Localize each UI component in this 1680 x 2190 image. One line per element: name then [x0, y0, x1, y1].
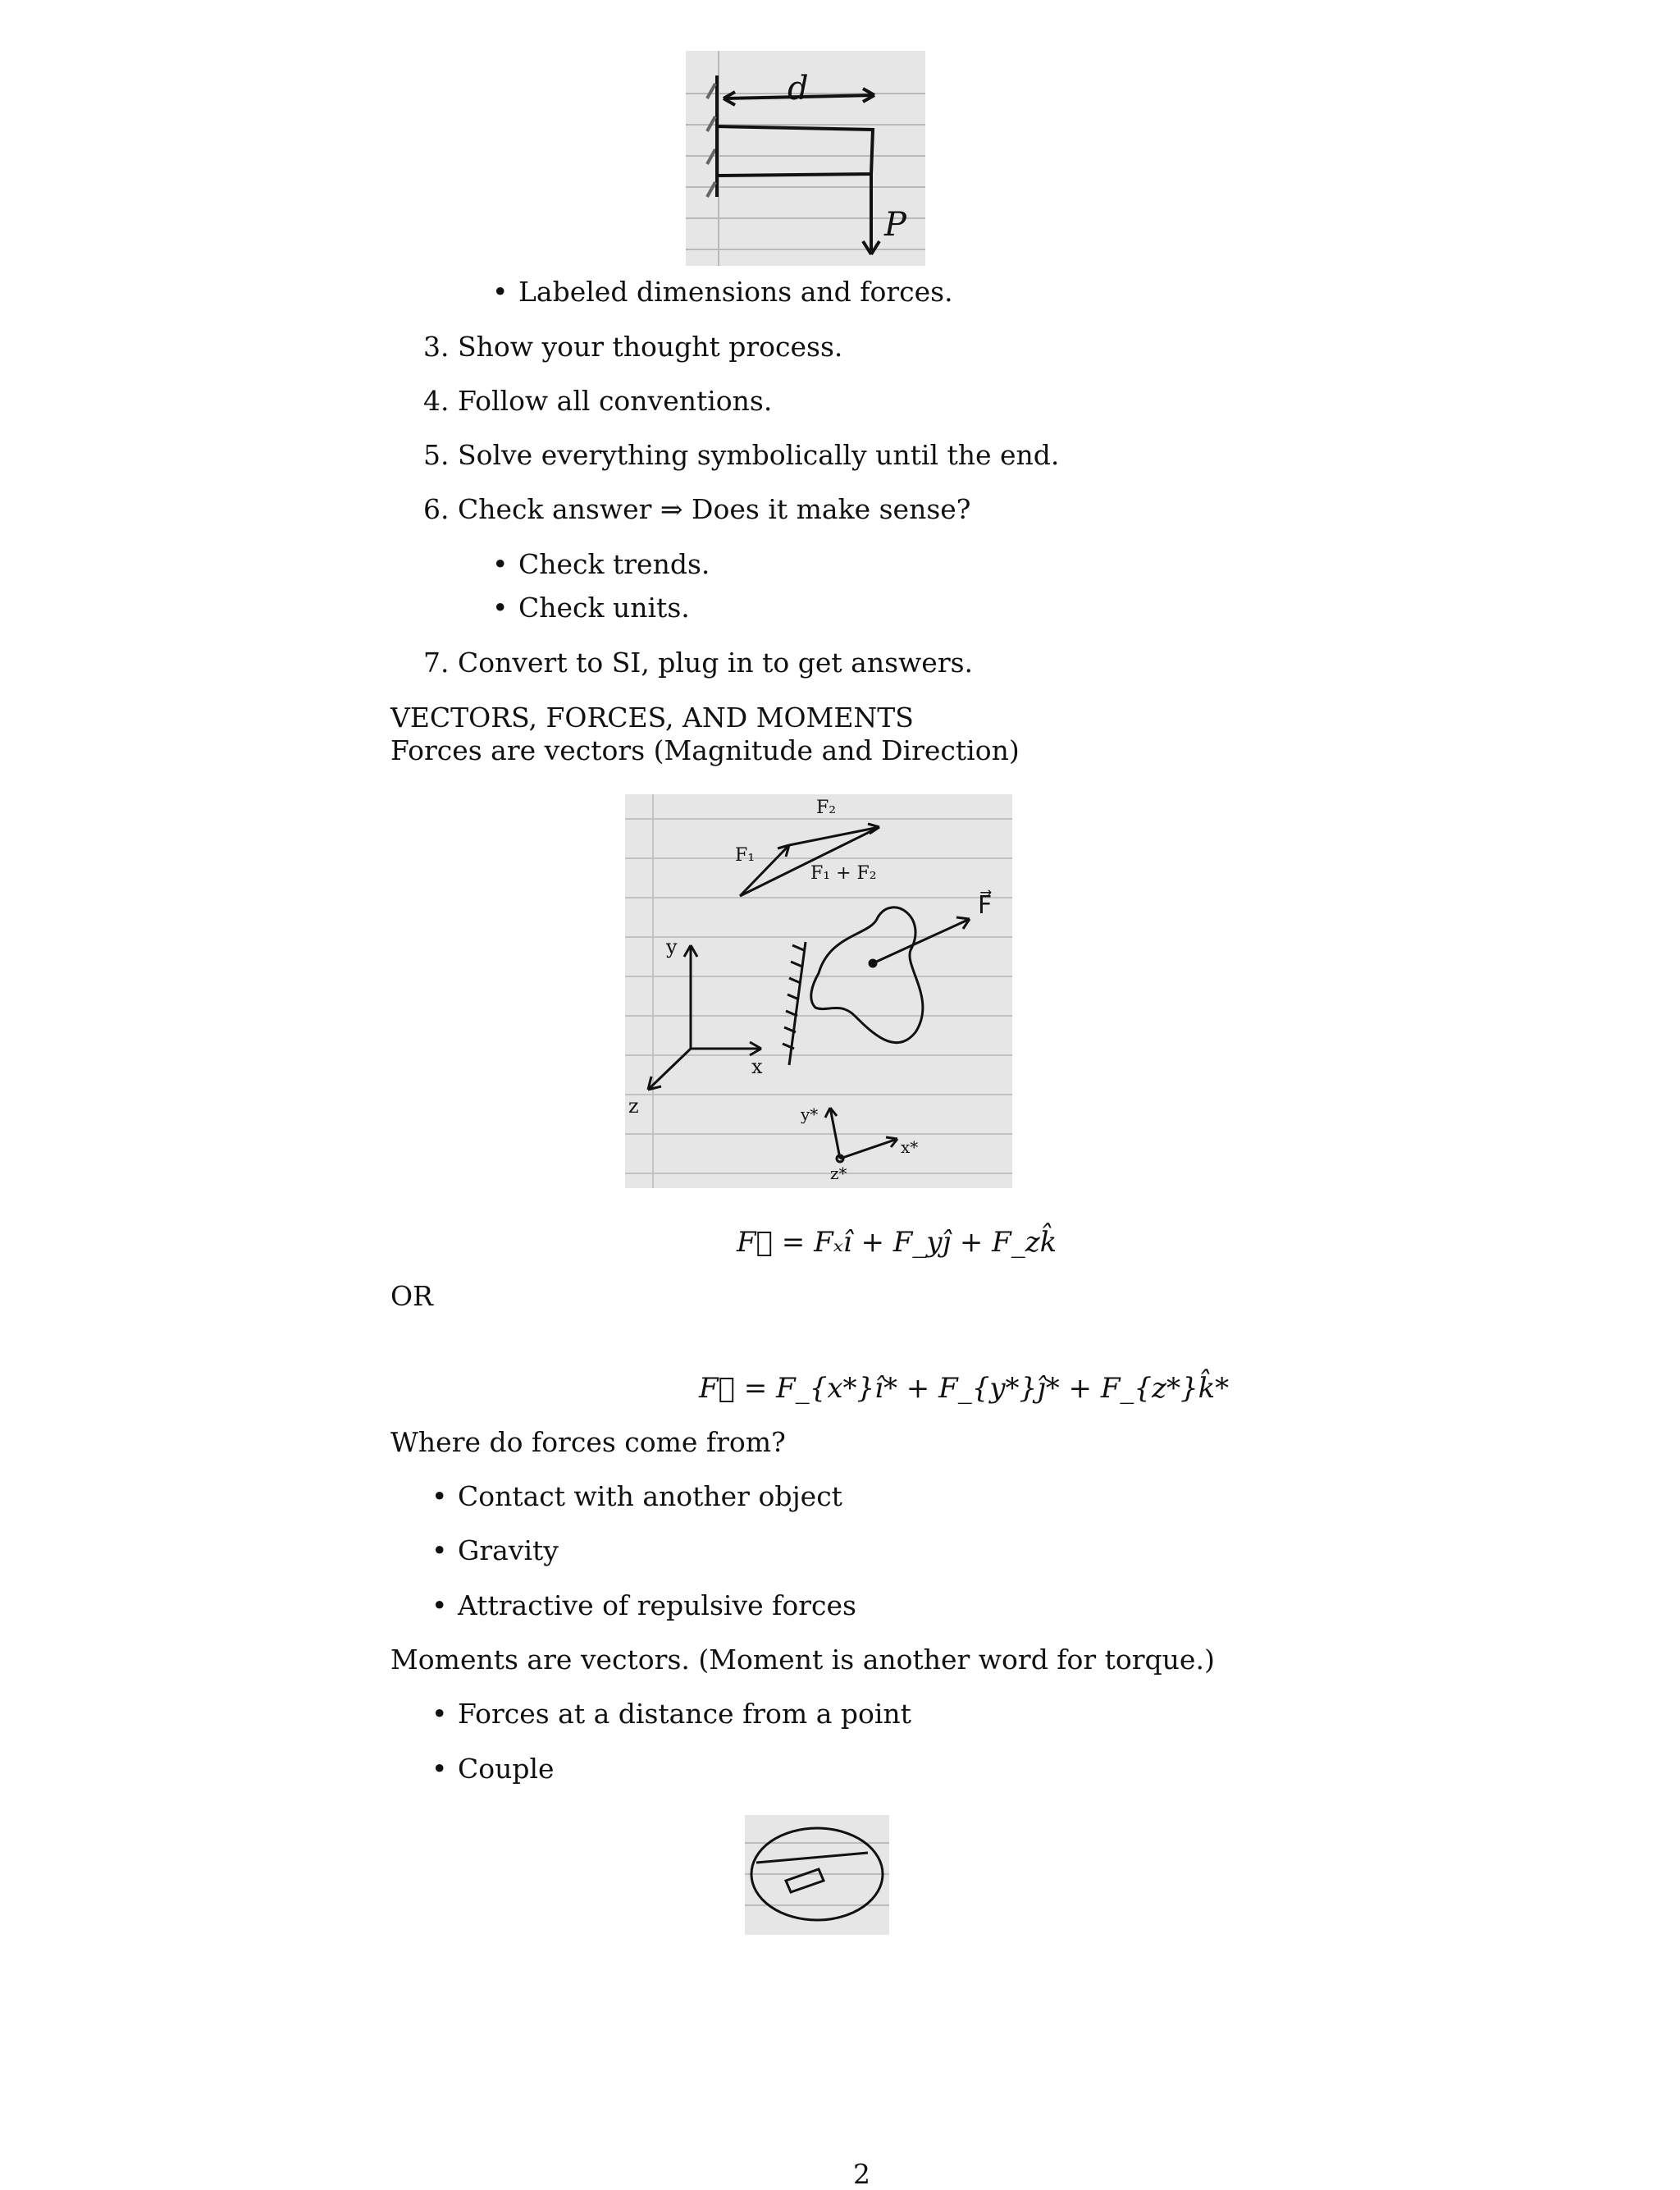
- bullet-couple: [458, 1753, 555, 1785]
- equation-force-components: F⃗ = Fₓî + F_yĵ + F_zk̂: [737, 1226, 1057, 1259]
- page-number: 2: [853, 2158, 870, 2190]
- couple-sketch: [745, 1815, 889, 1935]
- step-4-number: 4.: [423, 385, 450, 417]
- beam-label-d: d: [788, 70, 809, 107]
- step-4-text: Follow all conventions.: [458, 385, 773, 417]
- step-3-number: 3.: [423, 331, 450, 363]
- sketch-label-z: z: [628, 1095, 639, 1118]
- sketch-label-y: y: [666, 935, 678, 958]
- bullet-text: Contact with another object: [458, 1480, 842, 1512]
- step-3-text: Show your thought process.: [458, 331, 843, 363]
- bullet-text: Couple: [458, 1753, 555, 1785]
- step-7-number: 7.: [423, 647, 450, 679]
- bullet-text: Labeled dimensions and forces.: [518, 276, 953, 308]
- sketch-label-f2: F₂: [816, 798, 837, 818]
- sketch-label-z-star: z*: [830, 1164, 847, 1183]
- sketch-label-f1-plus-f2: F₁ + F₂: [810, 863, 877, 884]
- bullet-text: Attractive of repulsive forces: [458, 1589, 856, 1621]
- beam-label-p: P: [884, 206, 906, 244]
- bullet-gravity: [458, 1534, 559, 1567]
- sketch-label-x-star: x*: [901, 1137, 919, 1157]
- sketch-label-y-star: y*: [801, 1104, 819, 1124]
- step-5-number: 5.: [423, 439, 450, 471]
- bullet-attractive: [458, 1589, 856, 1622]
- bullet-labeled-dimensions: [518, 276, 953, 309]
- sketch-label-x: x: [751, 1055, 763, 1078]
- section-heading: VECTORS, FORCES, AND MOMENTS: [390, 702, 914, 734]
- sketch-label-f-vector: F⃗: [978, 891, 993, 920]
- bullet-check-units: [518, 592, 690, 624]
- bullet-contact: [458, 1480, 842, 1513]
- step-7-text: Convert to SI, plug in to get answers.: [458, 647, 974, 679]
- sketch-label-f1: F₁: [735, 845, 756, 866]
- bullet-text: Gravity: [458, 1534, 559, 1566]
- bullet-check-trends: [518, 548, 710, 581]
- vectors-sketch: [625, 794, 1012, 1188]
- bullet-text: Check trends.: [518, 548, 710, 580]
- section-subheading: Forces are vectors (Magnitude and Direction): [390, 734, 1020, 766]
- or-label: OR: [390, 1280, 433, 1312]
- forces-question: Where do forces come from?: [390, 1426, 786, 1458]
- bullet-text: Forces at a distance from a point: [458, 1698, 911, 1730]
- moments-intro: Moments are vectors. (Moment is another word for torque.): [390, 1644, 1215, 1676]
- step-5-text: Solve everything symbolically until the end.: [458, 439, 1060, 471]
- bullet-text: Check units.: [518, 592, 690, 624]
- step-6-text: Check answer ⇒ Does it make sense?: [458, 493, 971, 525]
- equation-force-components-star: F⃗ = F_{x*}î* + F_{y*}ĵ* + F_{z*}k̂*: [699, 1372, 1230, 1405]
- step-6-number: 6.: [423, 493, 450, 525]
- bullet-forces-distance: [458, 1698, 911, 1731]
